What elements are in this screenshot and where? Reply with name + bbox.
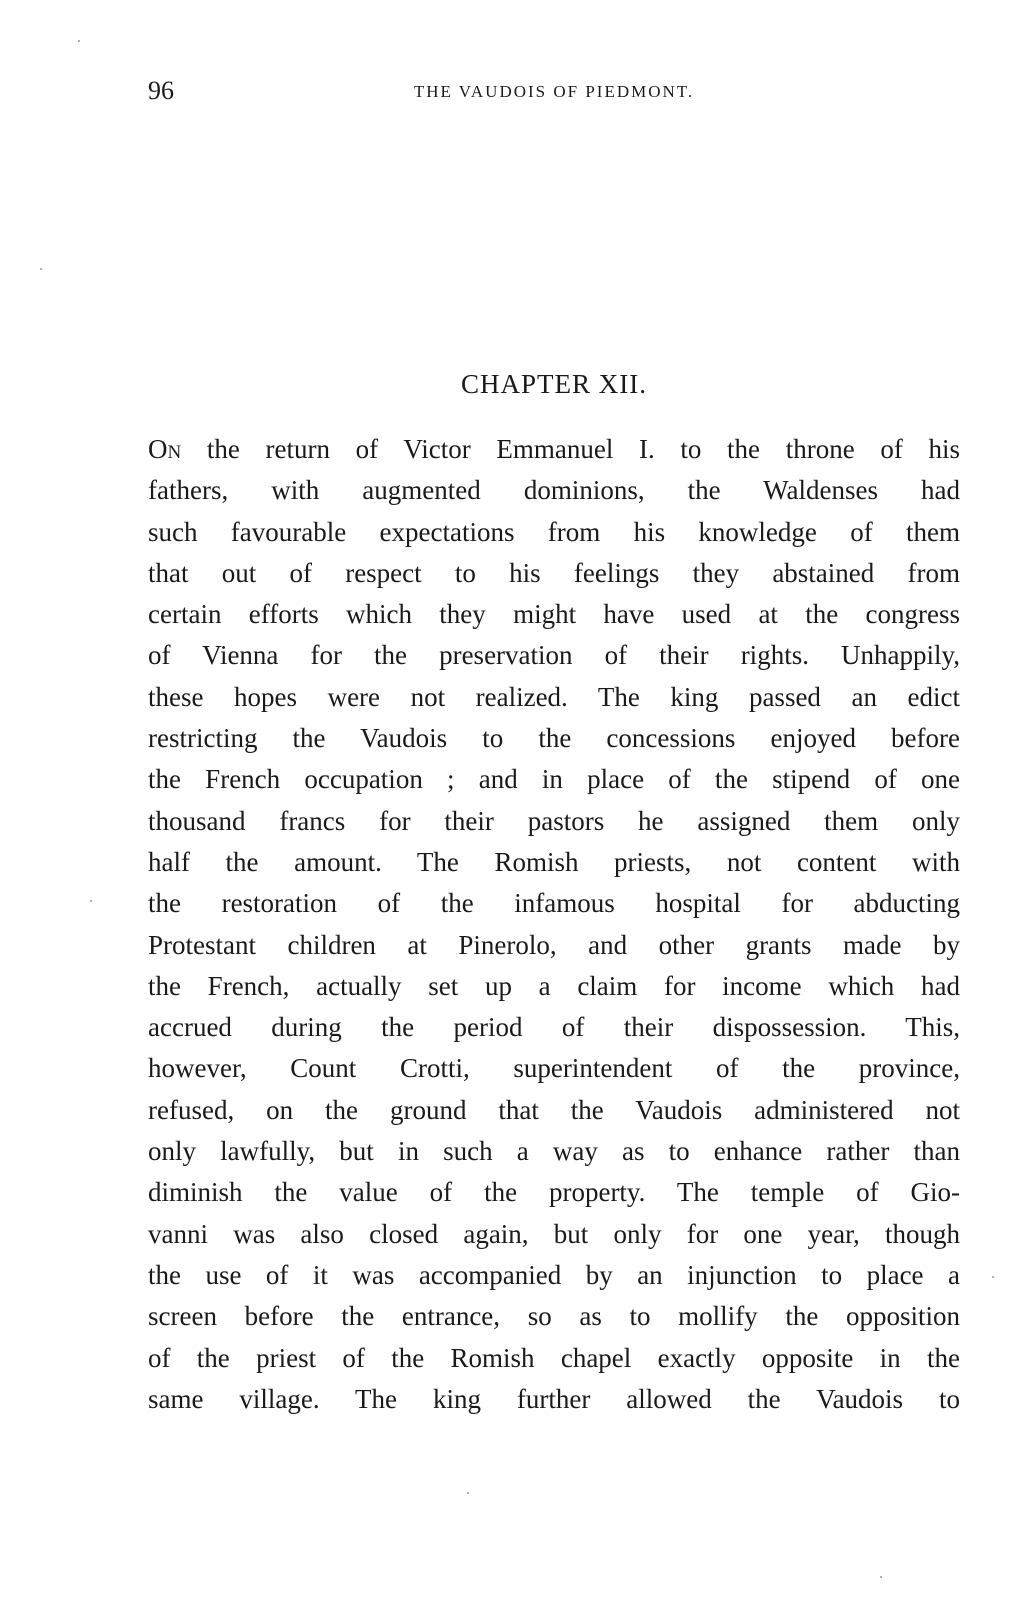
text-line: of Vienna for the preservation of their rights. Unhappily, — [148, 640, 960, 671]
text-line: same village. The king further allowed the Vaudois to — [148, 1383, 960, 1414]
text-line: refused, on the ground that the Vaudois administered not — [148, 1094, 960, 1125]
text-line: only lawfully, but in such a way as to enhance rather than — [148, 1136, 960, 1167]
text-line: thousand francs for their pastors he assigned them only — [148, 805, 960, 836]
text-line: vanni was also closed again, but only for one year, though — [148, 1218, 960, 1249]
opening-word: On — [148, 434, 182, 464]
running-header — [148, 76, 960, 112]
text-line: however, Count Crotti, superintendent of the province, — [148, 1053, 960, 1084]
scan-speck — [467, 1492, 469, 1494]
page-number: 96 — [148, 76, 174, 105]
text-line: screen before the entrance, so as to mollify the opposition — [148, 1301, 960, 1332]
text-line: Protestant children at Pinerolo, and other grants made by — [148, 929, 960, 960]
text-line: restricting the Vaudois to the concessions enjoyed before — [148, 723, 960, 754]
text-line: accrued during the period of their dispossession. This, — [148, 1012, 960, 1043]
text-line — [148, 429, 960, 470]
text-line: half the amount. The Romish priests, not content with — [148, 846, 960, 877]
text-line: fathers, with augmented dominions, the Waldenses had — [148, 475, 960, 506]
text-line: diminish the value of the property. The temple of Gio- — [148, 1177, 960, 1208]
text-line: the use of it was accompanied by an injunction to place a — [148, 1259, 960, 1290]
scan-speck — [992, 1276, 994, 1278]
scan-speck — [78, 40, 80, 42]
text-line: of the priest of the Romish chapel exactly opposite in the — [148, 1342, 960, 1373]
text-line: the restoration of the infamous hospital for abducting — [148, 888, 960, 919]
text-line-content: the return of Victor Emmanuel I. to the throne of his — [181, 434, 960, 464]
chapter-heading: CHAPTER XII. — [461, 369, 647, 399]
scan-speck — [880, 1576, 882, 1578]
running-title: THE VAUDOIS OF PIEDMONT. — [413, 82, 695, 101]
body-paragraph — [148, 429, 960, 1420]
scan-speck — [90, 900, 92, 902]
text-line: these hopes were not realized. The king passed an edict — [148, 681, 960, 712]
text-line: certain efforts which they might have used at the congress — [148, 599, 960, 630]
text-line: that out of respect to his feelings they abstained from — [148, 557, 960, 588]
text-line: the French, actually set up a claim for income which had — [148, 970, 960, 1001]
text-line: such favourable expectations from his knowledge of them — [148, 516, 960, 547]
scan-speck — [40, 268, 42, 270]
text-line: the French occupation ; and in place of the stipend of one — [148, 764, 960, 795]
